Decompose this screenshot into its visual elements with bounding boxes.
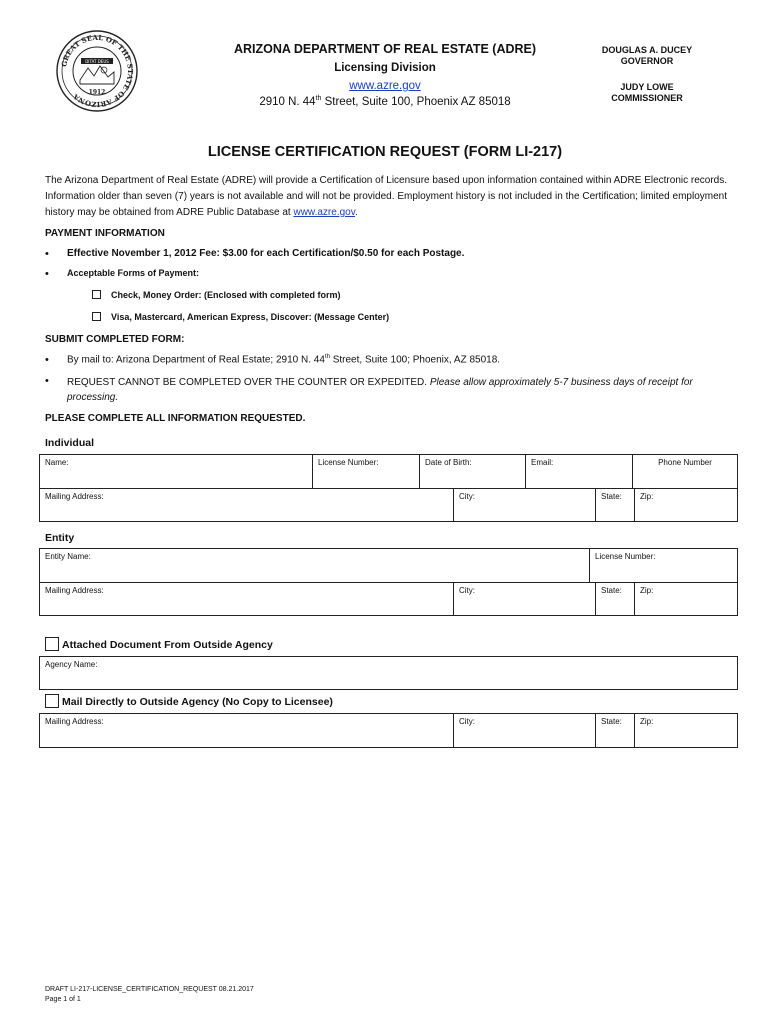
mail-direct-city-field[interactable]: City: <box>454 714 596 747</box>
svg-text:DITAT DEUS: DITAT DEUS <box>85 59 109 64</box>
individual-email-field[interactable]: Email: <box>526 455 633 489</box>
division-name: Licensing Division <box>334 62 436 74</box>
svg-text:1912: 1912 <box>88 89 106 96</box>
individual-dob-field[interactable]: Date of Birth: <box>420 455 526 489</box>
mail-direct-state-field[interactable]: State: <box>596 714 635 747</box>
individual-table <box>39 454 738 522</box>
entity-heading: Entity <box>45 532 75 544</box>
intro-paragraph: The Arizona Department of Real Estate (ADRE) will provide a Certification of Licensure based upon information contained within ADRE Electronic records. Information older than seven (7) years is not available and will not be provided. Employment history is not included in the Certification; limited employment history may be obtained from ADRE Public Database at www.azre.gov. <box>45 175 727 218</box>
payment-heading: PAYMENT INFORMATION <box>45 228 165 239</box>
complete-all-notice: PLEASE COMPLETE ALL INFORMATION REQUESTED. <box>45 413 306 424</box>
individual-city-field[interactable]: City: <box>454 489 596 521</box>
commissioner-block <box>592 82 702 104</box>
governor-block <box>592 45 702 67</box>
entity-state-field[interactable]: State: <box>596 583 635 615</box>
entity-license-field[interactable]: License Number: <box>590 549 737 583</box>
individual-heading: Individual <box>45 437 95 449</box>
submit-heading: SUBMIT COMPLETED FORM: <box>45 334 185 345</box>
mail-direct-mailing-field[interactable]: Mailing Address: <box>40 714 454 747</box>
card-option-checkbox[interactable] <box>92 312 101 321</box>
entity-zip-field[interactable]: Zip: <box>640 586 654 595</box>
governor-title: GOVERNOR <box>620 56 674 66</box>
option-check-money-order: Check, Money Order: (Enclosed with completed form) <box>92 290 341 300</box>
public-database-link[interactable]: www.azre.gov <box>293 207 355 218</box>
commissioner-name: JUDY LOWE <box>620 82 674 92</box>
draft-label: DRAFT LI-217-LICENSE_CERTIFICATION_REQUEST 08.21.2017 <box>45 986 254 993</box>
governor-name: DOUGLAS A. DUCEY <box>601 45 693 55</box>
individual-license-field[interactable]: License Number: <box>313 455 420 489</box>
individual-mailing-field[interactable]: Mailing Address: <box>40 489 454 521</box>
department-name: ARIZONA DEPARTMENT OF REAL ESTATE (ADRE) <box>233 42 537 56</box>
agency-name-field[interactable]: Agency Name: <box>39 656 738 690</box>
commissioner-title: COMMISSIONER <box>611 93 683 103</box>
arizona-state-seal <box>56 30 138 112</box>
entity-city-field[interactable]: City: <box>454 583 596 615</box>
form-title: LICENSE CERTIFICATION REQUEST (FORM LI-217) <box>207 144 563 160</box>
footer <box>45 985 254 1005</box>
individual-state-field[interactable]: State: <box>596 489 635 521</box>
mail-direct-option[interactable]: Mail Directly to Outside Agency (No Copy to Licensee) <box>45 694 333 708</box>
department-address: 2910 N. 44th Street, Suite 100, Phoenix AZ 85018 <box>259 95 511 108</box>
option-credit-card: Visa, Mastercard, American Express, Discover: (Message Center) <box>92 312 389 322</box>
individual-name-field[interactable]: Name: <box>40 455 313 489</box>
outside-agency-option[interactable]: Attached Document From Outside Agency <box>45 637 273 651</box>
svg-text:GREAT SEAL OF THE STATE OF ARI: GREAT SEAL OF THE STATE OF ARIZONA <box>59 32 136 110</box>
mail-direct-table <box>39 713 738 748</box>
website-link[interactable]: www.azre.gov <box>349 80 421 92</box>
individual-phone-field[interactable]: Phone Number <box>633 455 737 489</box>
page-number: Page 1 of 1 <box>45 996 81 1003</box>
entity-table <box>39 548 738 616</box>
entity-name-field[interactable]: Entity Name: <box>40 549 590 583</box>
individual-zip-field[interactable]: Zip: <box>640 492 654 501</box>
mail-direct-zip-field[interactable]: Zip: <box>640 717 654 726</box>
entity-mailing-field[interactable]: Mailing Address: <box>40 583 454 615</box>
mail-direct-checkbox[interactable] <box>45 694 59 708</box>
outside-agency-checkbox[interactable] <box>45 637 59 651</box>
check-option-checkbox[interactable] <box>92 290 101 299</box>
